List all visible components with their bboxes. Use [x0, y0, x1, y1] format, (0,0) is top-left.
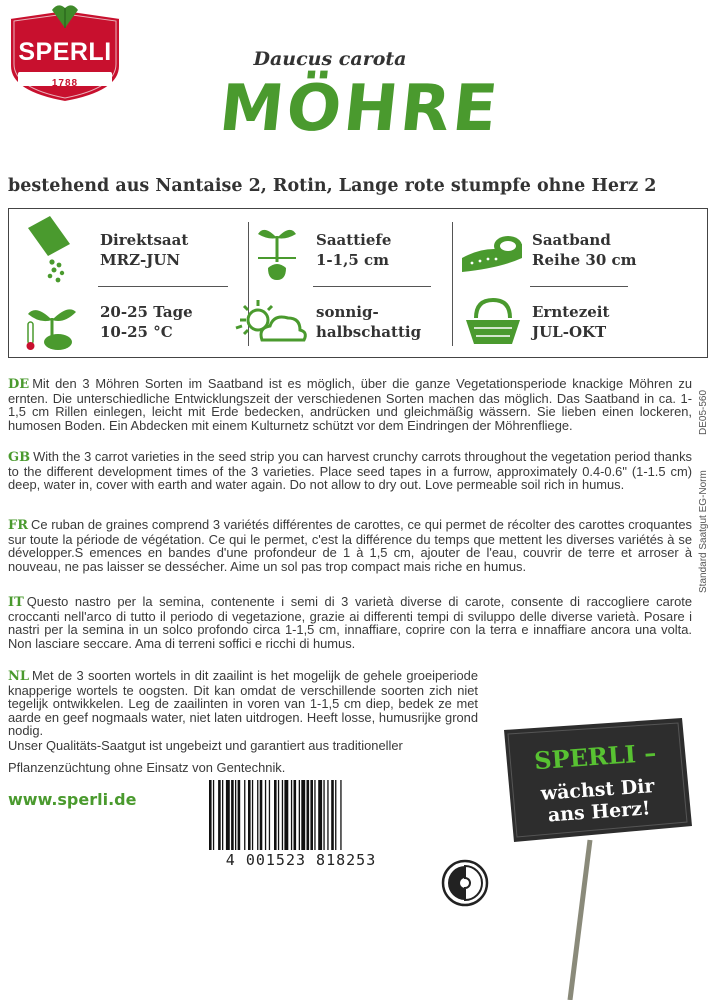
barcode-bar [252, 780, 253, 850]
barcode-bar [226, 780, 230, 850]
language-code: NL [8, 669, 30, 684]
barcode-bar [299, 780, 300, 850]
barcode [205, 780, 397, 850]
seedling-depth-icon [254, 222, 300, 282]
barcode-bar [331, 780, 334, 850]
barcode-bar [213, 780, 214, 850]
barcode-bar [310, 780, 313, 850]
seed-tape-icon [456, 228, 526, 274]
seed-packet-icon [22, 214, 74, 284]
barcode-bar [301, 780, 305, 850]
barcode-bar [231, 780, 234, 850]
barcode-bar [340, 780, 341, 850]
germination-icon [22, 296, 78, 352]
barcode-bar [282, 780, 283, 850]
seed-norm: Standard Saatgut EG-Norm [698, 470, 709, 593]
description-fr: FR Ce ruban de graines comprend 3 variétés différentes de carottes, ce qui permet de récolter des carottes croquantes sur toute la période de végétation. Ce qui le permet, c'est la différence du temps que mettent les diverses variétés à se développer.S emences en bandes d'une profondeur de 1 à 1,5 cm, ajouter de l'eau, couvrir de terre et arroser à nouveau, ne pas laisser se dessécher. Aime un sol pas trop compact mais riche en humus. [8, 517, 692, 574]
info-location: sonnig- halbschattig [316, 303, 422, 341]
barcode-number: 4 001523 818253 [225, 851, 377, 869]
description-de: DE Mit den 3 Möhren Sorten im Saatband ist es möglich, über die ganze Vegetationsperiode knackige Möhren zu ernten. Die unterschiedliche Entwicklungszeit der verschiedenen Sorten machen das möglich. Das Saatband in ca. 1-1,5 cm Rillen einlegen, leicht mit Erde bedecken, andrücken und gleichmäßig wässern. Sie lieben einen lockeren, humosen Boden. Ein Abdecken mit einem Kulturnetz schützt vor dem Eindringen der Möhrenfliege. [8, 376, 692, 433]
info-row-divider [313, 286, 431, 287]
info-sowing: Direktsaat MRZ-JUN [100, 231, 189, 269]
barcode-bar [257, 780, 258, 850]
language-code: FR [8, 518, 29, 533]
barcode-bar [265, 780, 266, 850]
barcode-bar [238, 780, 241, 850]
page-title: MÖHRE [216, 72, 504, 146]
side-text [697, 375, 711, 595]
info-divider [452, 222, 453, 346]
barcode-bar [335, 780, 336, 850]
description-nl: NL Met de 3 soorten wortels in dit zaailint is het mogelijk de gehele groeiperiode knapperige wortels te oogsten. Dit kan omdat de verschillende soorten zich niet tegelijk ontwikkelen. Leg de zaailinten in voren van 1-1,5 cm diep, bedek ze met aarde en geef nogmaals water, niet laten uitdrogen. Heeft losse, humusrijke grond nodig. [8, 668, 478, 739]
logo-brand-text: SPERLI [18, 38, 112, 66]
barcode-bar [222, 780, 223, 850]
barcode-bar [260, 780, 263, 850]
language-code: DE [8, 377, 30, 392]
info-row-divider [530, 286, 628, 287]
barcode-bar [218, 780, 221, 850]
barcode-bar [274, 780, 277, 850]
barcode-bar [278, 780, 279, 850]
barcode-bar [318, 780, 322, 850]
website-link[interactable]: www.sperli.de [8, 790, 137, 809]
barcode-bar [244, 780, 245, 850]
info-strip: Saatband Reihe 30 cm [532, 231, 637, 269]
latin-name: Daucus carota [253, 48, 407, 70]
article-code: DE05-560 [698, 389, 709, 435]
barcode-bar [269, 780, 270, 850]
barcode-bar [314, 780, 315, 850]
description-gb: GB With the 3 carrot varieties in the seed strip you can harvest crunchy carrots throughout the vegetation period thanks to the different development times of the 3 varieties. Place seed tapes in a furrow, approximately 0.4-0.6" (1-1.5 cm) deep, water in, cover with earth and water again. Do not allow to dry out. Love permeable soil rich in humus. [8, 449, 692, 493]
info-depth: Saattiefe 1-1,5 cm [316, 231, 392, 269]
varieties-line: bestehend aus Nantaise 2, Rotin, Lange rote stumpfe ohne Herz 2 [8, 176, 657, 196]
barcode-bar [248, 780, 251, 850]
quality-note: Unser Qualitäts-Saatgut ist ungebeizt und garantiert aus traditioneller Pflanzenzüchtung ohne Einsatz von Gentechnik. [8, 738, 403, 775]
barcode-bar [307, 780, 310, 850]
info-row-divider [98, 286, 228, 287]
sign-text: SPERLI – wächst Dir ans Herz! [533, 737, 658, 827]
logo-year: 1788 [51, 78, 79, 89]
barcode-bar [323, 780, 324, 850]
sun-cloud-icon [232, 296, 308, 348]
barcode-bar [284, 780, 288, 850]
language-code: GB [8, 450, 31, 465]
language-code: IT [8, 595, 24, 610]
barcode-bar [294, 780, 297, 850]
info-harvest: Erntezeit JUL-OKT [532, 303, 610, 341]
barcode-bar [327, 780, 328, 850]
description-it: IT Questo nastro per la semina, contenente i semi di 3 varietà diverse di carote, consente di raccogliere carote croccanti nell'arco di tutto il periodo di vegetazione, grazie ai differenti tempi di sviluppo delle diverse varietà. Posare i nastri per la semina in un solco profondo circa 1-1,5 cm, innaffiare, coprire con la terra e innaffiare ancora una volta. Non lasciare seccare. Ama di terreni soffici e ricchi di humus. [8, 594, 692, 651]
barcode-bar [235, 780, 236, 850]
barcode-bar [209, 780, 212, 850]
info-germination: 20-25 Tage 10-25 °C [100, 303, 193, 341]
barcode-bar [291, 780, 292, 850]
harvest-basket-icon [462, 296, 524, 348]
